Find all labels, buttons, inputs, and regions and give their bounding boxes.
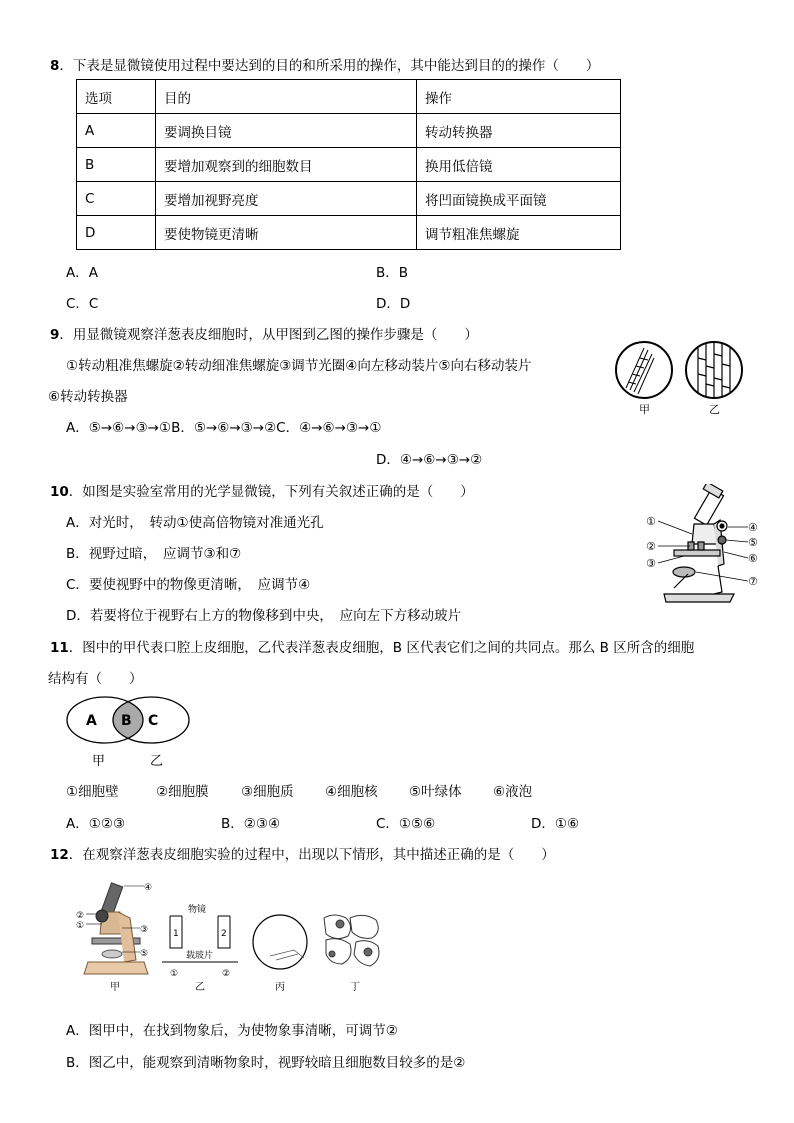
table-header-cell: 选项 [77,80,156,114]
table-cell: 要使物镜更清晰 [156,216,417,250]
yi-label-2: 2 [221,929,227,939]
q10-stem [50,480,474,500]
q11-choice-6: ⑥液泡 [493,784,533,800]
q8-option-c[interactable]: C．C [66,296,99,312]
venn-label-yi: 乙 [150,754,164,769]
q12-option-b[interactable]: B．图乙中，能观察到清晰物象时，视野较暗且细胞数目较多的是② [66,1055,466,1071]
q10-option-b[interactable]: B．视野过暗， 应调节③和⑦ [66,546,242,562]
table-cell: 要增加视野亮度 [156,182,417,216]
q11-stem-line1 [50,636,694,656]
q11-choice-3: ③细胞质 [241,784,294,800]
table-header-row [77,80,621,114]
fig-label-7: ⑦ [748,575,758,588]
q10-number: 10 [50,484,69,500]
micro-label-5: ⑤ [140,949,149,959]
table-cell: 要增加观察到的细胞数目 [156,148,417,182]
q11-venn-diagram [62,693,194,773]
table-row [77,114,621,148]
yi-label-b1: ① [170,969,179,979]
micro-label-3: ③ [140,925,149,935]
fig-label-yi: 乙 [709,403,720,416]
q9-steps-line2: ⑥转动转换器 [48,389,128,405]
q10-option-c[interactable]: C．要使视野中的物像更清晰， 应调节④ [66,577,311,593]
q11-text: ．图中的甲代表口腔上皮细胞，乙代表洋葱表皮细胞，B 区代表它们之间的共同点。那么 B 区所含的细胞 [68,640,695,656]
q10-option-a[interactable]: A．对光时， 转动①使高倍物镜对准通光孔 [66,515,324,531]
table-cell: C [77,182,156,216]
table-header-cell: 目的 [156,80,417,114]
venn-label-b: B [121,713,132,729]
table-cell: 要调换目镜 [156,114,417,148]
q10-text: ．如图是实验室常用的光学显微镜，下列有关叙述正确的是（ ） [68,484,474,500]
q8-stem [50,54,599,74]
q11-option-c[interactable]: C．①⑤⑥ [376,816,436,832]
q12-figures [72,878,392,996]
venn-label-c: C [148,713,159,729]
q9-stem [50,323,478,343]
table-row [77,182,621,216]
q11-choice-5: ⑤叶绿体 [409,784,462,800]
fig-label-4: ④ [748,521,758,534]
q12-label-yi: 乙 [195,982,205,993]
q9-text: ．用显微镜观察洋葱表皮细胞时，从甲图到乙图的操作步骤是（ ） [59,327,478,343]
fig-label-6: ⑥ [748,552,758,565]
micro-label-2: ② [76,911,85,921]
q11-stem-line2: 结构有（ ） [48,671,143,687]
table-cell: A [77,114,156,148]
table-cell: B [77,148,156,182]
q8-option-d[interactable]: D．D [376,296,411,312]
fig-label-jia: 甲 [639,403,650,416]
q12-label-jia: 甲 [110,982,120,993]
q8-text: ．下表是显微镜使用过程中要达到的目的和所采用的操作，其中能达到目的的操作（ ） [59,58,600,74]
table-row [77,148,621,182]
table-cell: 转动转换器 [417,114,621,148]
q9-steps-line1: ①转动粗准焦螺旋②转动细准焦螺旋③调节光圈④向左移动装片⑤向右移动装片 [66,358,532,374]
q11-number: 11 [50,640,69,656]
q11-option-d[interactable]: D．①⑥ [531,816,580,832]
q8-option-b[interactable]: B．B [376,265,409,281]
yi-label-b2: ② [222,969,231,979]
q12-option-a[interactable]: A．图甲中，在找到物象后，为使物象事清晰，可调节② [66,1023,398,1039]
q10-microscope-figure [644,484,764,610]
table-row [77,216,621,250]
table-cell: 将凹面镜换成平面镜 [417,182,621,216]
q9-option-d[interactable]: D．④→⑥→③→② [376,452,483,468]
yi-label-objective: 物镜 [188,905,207,915]
table-cell: D [77,216,156,250]
q12-text: ．在观察洋葱表皮细胞实验的过程中，出现以下情形，其中描述正确的是（ ） [68,847,555,863]
q11-option-b[interactable]: B．②③④ [221,816,281,832]
venn-label-a: A [86,713,97,729]
fig-label-1: ① [646,515,656,528]
q12-microscope [84,883,148,974]
q8-table [76,79,621,250]
q12-label-bing: 丙 [275,982,285,993]
q9-options-abc[interactable]: A．⑤→⑥→③→①B．⑤→⑥→③→②C．④→⑥→③→① [66,420,382,436]
q11-choice-2: ②细胞膜 [156,784,209,800]
micro-label-4: ④ [144,883,153,893]
table-cell: 调节粗准焦螺旋 [417,216,621,250]
q12-number: 12 [50,847,69,863]
q11-choice-4: ④细胞核 [325,784,378,800]
q12-label-ding: 丁 [350,982,360,993]
yi-label-slide: 载玻片 [186,951,214,961]
q9-figure [614,338,744,418]
yi-label-1: 1 [173,929,179,939]
table-header-cell: 操作 [417,80,621,114]
venn-label-jia: 甲 [92,754,106,769]
table-cell: 换用低倍镜 [417,148,621,182]
fig-label-2: ② [646,540,656,553]
q11-option-a[interactable]: A．①②③ [66,816,126,832]
q8-option-a[interactable]: A．A [66,265,98,281]
q9-number: 9 [50,327,60,343]
q11-choice-1: ①细胞壁 [66,784,119,800]
q10-option-d[interactable]: D．若要将位于视野右上方的物像移到中央， 应向左下方移动玻片 [66,608,462,624]
micro-label-1: ① [76,921,85,931]
fig-label-5: ⑤ [748,536,758,549]
q8-number: 8 [50,58,60,74]
fig-label-3: ③ [646,557,656,570]
q12-stem [50,843,555,863]
